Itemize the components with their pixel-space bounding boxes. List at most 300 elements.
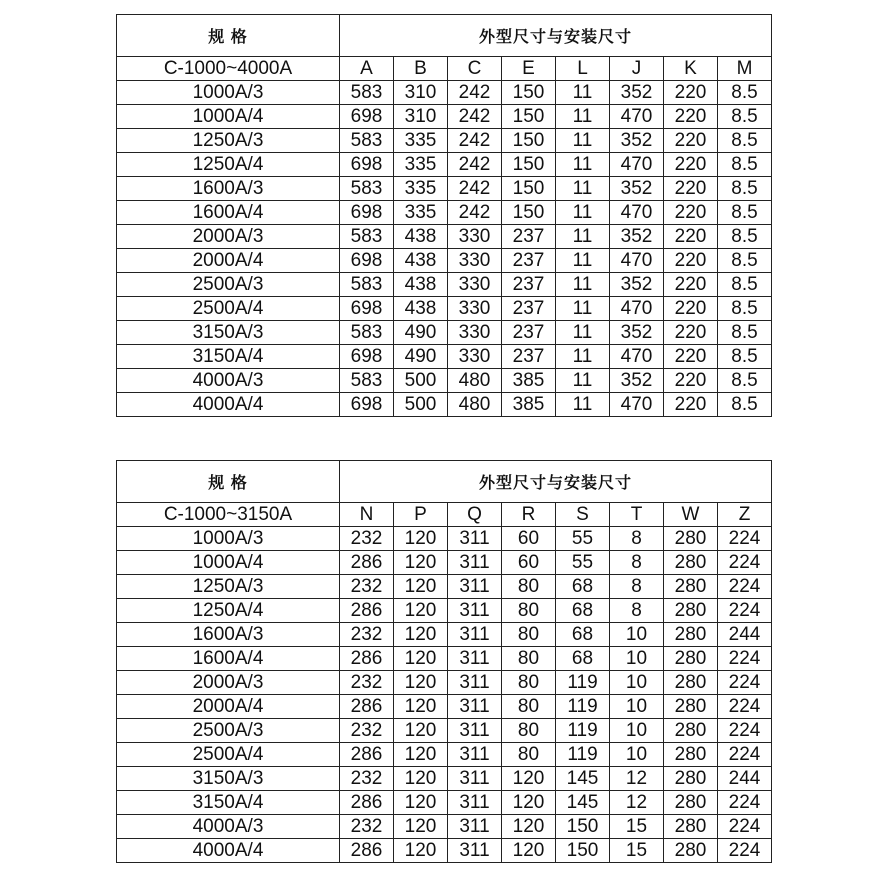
value-cell-w: 280: [664, 839, 718, 863]
value-cell-p: 120: [394, 743, 448, 767]
value-cell-e: 150: [502, 153, 556, 177]
value-cell-c: 242: [448, 177, 502, 201]
spec-cell: 4000A/3: [117, 369, 340, 393]
table-row: [117, 527, 772, 551]
value-cell-t: 10: [610, 671, 664, 695]
spec-cell: 4000A/4: [117, 393, 340, 417]
value-cell-p: 120: [394, 791, 448, 815]
table-row: [117, 719, 772, 743]
value-cell-b: 310: [394, 81, 448, 105]
value-cell-a: 698: [340, 393, 394, 417]
value-cell-p: 120: [394, 815, 448, 839]
value-cell-z: 224: [718, 671, 772, 695]
value-cell-e: 237: [502, 249, 556, 273]
value-cell-a: 583: [340, 369, 394, 393]
value-cell-t: 10: [610, 647, 664, 671]
value-cell-a: 698: [340, 153, 394, 177]
value-cell-k: 220: [664, 129, 718, 153]
column-label-j: J: [610, 57, 664, 81]
column-label-l: L: [556, 57, 610, 81]
value-cell-a: 698: [340, 345, 394, 369]
value-cell-j: 470: [610, 249, 664, 273]
column-label-r: R: [502, 503, 556, 527]
value-cell-k: 220: [664, 249, 718, 273]
value-cell-s: 68: [556, 623, 610, 647]
table-row: [117, 225, 772, 249]
value-cell-w: 280: [664, 527, 718, 551]
value-cell-p: 120: [394, 767, 448, 791]
spec-cell: 4000A/3: [117, 815, 340, 839]
value-cell-r: 80: [502, 623, 556, 647]
value-cell-m: 8.5: [718, 369, 772, 393]
value-cell-t: 10: [610, 743, 664, 767]
table-row: [117, 201, 772, 225]
value-cell-w: 280: [664, 575, 718, 599]
value-cell-z: 224: [718, 551, 772, 575]
value-cell-j: 470: [610, 297, 664, 321]
value-cell-n: 286: [340, 647, 394, 671]
value-cell-c: 242: [448, 129, 502, 153]
spec-cell: 1000A/4: [117, 551, 340, 575]
value-cell-l: 11: [556, 273, 610, 297]
value-cell-l: 11: [556, 345, 610, 369]
spec-cell: 3150A/4: [117, 345, 340, 369]
value-cell-t: 8: [610, 551, 664, 575]
column-label-c: C: [448, 57, 502, 81]
value-cell-c: 242: [448, 105, 502, 129]
value-cell-s: 119: [556, 671, 610, 695]
spec-cell: 2000A/3: [117, 225, 340, 249]
value-cell-w: 280: [664, 767, 718, 791]
value-cell-j: 470: [610, 105, 664, 129]
value-cell-k: 220: [664, 369, 718, 393]
value-cell-n: 232: [340, 623, 394, 647]
value-cell-l: 11: [556, 129, 610, 153]
value-cell-c: 330: [448, 297, 502, 321]
value-cell-z: 224: [718, 599, 772, 623]
value-cell-c: 480: [448, 393, 502, 417]
value-cell-j: 352: [610, 81, 664, 105]
value-cell-s: 145: [556, 767, 610, 791]
value-cell-m: 8.5: [718, 345, 772, 369]
value-cell-j: 352: [610, 225, 664, 249]
value-cell-k: 220: [664, 393, 718, 417]
value-cell-e: 237: [502, 225, 556, 249]
value-cell-e: 237: [502, 345, 556, 369]
table-row: [117, 129, 772, 153]
value-cell-e: 237: [502, 321, 556, 345]
value-cell-r: 120: [502, 815, 556, 839]
value-cell-e: 150: [502, 81, 556, 105]
value-cell-a: 583: [340, 321, 394, 345]
value-cell-w: 280: [664, 599, 718, 623]
column-label-b: B: [394, 57, 448, 81]
value-cell-p: 120: [394, 575, 448, 599]
value-cell-b: 500: [394, 369, 448, 393]
value-cell-n: 286: [340, 695, 394, 719]
value-cell-w: 280: [664, 719, 718, 743]
value-cell-q: 311: [448, 551, 502, 575]
value-cell-t: 10: [610, 695, 664, 719]
value-cell-r: 120: [502, 839, 556, 863]
value-cell-w: 280: [664, 671, 718, 695]
spec-cell: 2500A/3: [117, 273, 340, 297]
table-row: [117, 273, 772, 297]
value-cell-w: 280: [664, 623, 718, 647]
value-cell-a: 698: [340, 105, 394, 129]
value-cell-a: 583: [340, 81, 394, 105]
table-row: [117, 153, 772, 177]
value-cell-a: 583: [340, 177, 394, 201]
spec-cell: 2500A/4: [117, 743, 340, 767]
model-range-label: C-1000~3150A: [117, 503, 340, 527]
value-cell-k: 220: [664, 345, 718, 369]
value-cell-t: 8: [610, 599, 664, 623]
value-cell-e: 150: [502, 201, 556, 225]
value-cell-a: 698: [340, 249, 394, 273]
value-cell-n: 232: [340, 719, 394, 743]
value-cell-z: 244: [718, 623, 772, 647]
value-cell-z: 224: [718, 695, 772, 719]
value-cell-l: 11: [556, 225, 610, 249]
value-cell-t: 10: [610, 719, 664, 743]
column-label-m: M: [718, 57, 772, 81]
value-cell-t: 8: [610, 527, 664, 551]
value-cell-l: 11: [556, 105, 610, 129]
value-cell-q: 311: [448, 839, 502, 863]
spec-cell: 2000A/3: [117, 671, 340, 695]
spec-cell: 3150A/3: [117, 767, 340, 791]
value-cell-r: 80: [502, 695, 556, 719]
spec-cell: 3150A/4: [117, 791, 340, 815]
value-cell-q: 311: [448, 791, 502, 815]
table-row: [117, 297, 772, 321]
value-cell-j: 470: [610, 345, 664, 369]
value-cell-k: 220: [664, 225, 718, 249]
value-cell-l: 11: [556, 153, 610, 177]
spec-cell: 1250A/4: [117, 599, 340, 623]
spec-cell: 1000A/3: [117, 81, 340, 105]
value-cell-w: 280: [664, 551, 718, 575]
value-cell-n: 232: [340, 575, 394, 599]
table-row: [117, 599, 772, 623]
value-cell-m: 8.5: [718, 201, 772, 225]
spec-cell: 1000A/4: [117, 105, 340, 129]
dimensions-header: 外型尺寸与安装尺寸: [340, 461, 772, 503]
column-label-a: A: [340, 57, 394, 81]
value-cell-s: 150: [556, 815, 610, 839]
spec-header: 规 格: [117, 461, 340, 503]
value-cell-l: 11: [556, 249, 610, 273]
spec-cell: 4000A/4: [117, 839, 340, 863]
value-cell-k: 220: [664, 297, 718, 321]
value-cell-n: 232: [340, 815, 394, 839]
value-cell-n: 286: [340, 743, 394, 767]
value-cell-s: 150: [556, 839, 610, 863]
value-cell-m: 8.5: [718, 273, 772, 297]
value-cell-e: 385: [502, 393, 556, 417]
value-cell-c: 330: [448, 345, 502, 369]
value-cell-b: 335: [394, 201, 448, 225]
value-cell-e: 150: [502, 177, 556, 201]
value-cell-s: 55: [556, 527, 610, 551]
value-cell-a: 583: [340, 225, 394, 249]
value-cell-z: 224: [718, 743, 772, 767]
value-cell-z: 244: [718, 767, 772, 791]
value-cell-b: 490: [394, 321, 448, 345]
table-row: [117, 575, 772, 599]
value-cell-m: 8.5: [718, 153, 772, 177]
value-cell-s: 68: [556, 575, 610, 599]
value-cell-e: 385: [502, 369, 556, 393]
value-cell-n: 232: [340, 671, 394, 695]
table-row: [117, 177, 772, 201]
table-row: [117, 393, 772, 417]
value-cell-c: 330: [448, 273, 502, 297]
spec-cell: 1600A/3: [117, 177, 340, 201]
column-label-k: K: [664, 57, 718, 81]
value-cell-r: 80: [502, 647, 556, 671]
value-cell-b: 438: [394, 249, 448, 273]
value-cell-p: 120: [394, 839, 448, 863]
value-cell-k: 220: [664, 177, 718, 201]
value-cell-q: 311: [448, 743, 502, 767]
value-cell-s: 68: [556, 599, 610, 623]
value-cell-m: 8.5: [718, 297, 772, 321]
spec-cell: 2500A/4: [117, 297, 340, 321]
value-cell-p: 120: [394, 599, 448, 623]
value-cell-b: 335: [394, 129, 448, 153]
spec-cell: 2500A/3: [117, 719, 340, 743]
value-cell-z: 224: [718, 719, 772, 743]
value-cell-n: 286: [340, 791, 394, 815]
spec-cell: 3150A/3: [117, 321, 340, 345]
value-cell-n: 286: [340, 839, 394, 863]
model-range-label: C-1000~4000A: [117, 57, 340, 81]
column-label-t: T: [610, 503, 664, 527]
value-cell-b: 500: [394, 393, 448, 417]
value-cell-q: 311: [448, 671, 502, 695]
value-cell-e: 237: [502, 273, 556, 297]
value-cell-m: 8.5: [718, 249, 772, 273]
value-cell-k: 220: [664, 201, 718, 225]
value-cell-r: 60: [502, 551, 556, 575]
value-cell-z: 224: [718, 791, 772, 815]
table-header-row: [117, 15, 772, 57]
spec-cell: 1250A/3: [117, 575, 340, 599]
value-cell-b: 438: [394, 297, 448, 321]
spec-header: 规 格: [117, 15, 340, 57]
value-cell-j: 352: [610, 129, 664, 153]
spec-cell: 2000A/4: [117, 695, 340, 719]
column-label-row: [117, 503, 772, 527]
value-cell-l: 11: [556, 177, 610, 201]
value-cell-q: 311: [448, 623, 502, 647]
value-cell-q: 311: [448, 767, 502, 791]
spec-cell: 2000A/4: [117, 249, 340, 273]
value-cell-z: 224: [718, 647, 772, 671]
value-cell-z: 224: [718, 839, 772, 863]
value-cell-m: 8.5: [718, 81, 772, 105]
value-cell-c: 480: [448, 369, 502, 393]
column-label-p: P: [394, 503, 448, 527]
value-cell-m: 8.5: [718, 177, 772, 201]
value-cell-p: 120: [394, 719, 448, 743]
table-row: [117, 551, 772, 575]
column-label-row: [117, 57, 772, 81]
value-cell-w: 280: [664, 743, 718, 767]
value-cell-b: 335: [394, 153, 448, 177]
column-label-s: S: [556, 503, 610, 527]
column-label-q: Q: [448, 503, 502, 527]
value-cell-l: 11: [556, 297, 610, 321]
table-row: [117, 105, 772, 129]
spec-cell: 1600A/3: [117, 623, 340, 647]
table-row: [117, 767, 772, 791]
value-cell-r: 120: [502, 767, 556, 791]
value-cell-q: 311: [448, 527, 502, 551]
value-cell-t: 10: [610, 623, 664, 647]
table-row: [117, 345, 772, 369]
value-cell-r: 120: [502, 791, 556, 815]
value-cell-r: 80: [502, 599, 556, 623]
table-row: [117, 743, 772, 767]
value-cell-n: 286: [340, 599, 394, 623]
value-cell-c: 330: [448, 321, 502, 345]
value-cell-r: 80: [502, 743, 556, 767]
value-cell-b: 438: [394, 225, 448, 249]
value-cell-l: 11: [556, 393, 610, 417]
table-row: [117, 623, 772, 647]
value-cell-s: 119: [556, 743, 610, 767]
value-cell-k: 220: [664, 321, 718, 345]
value-cell-q: 311: [448, 815, 502, 839]
value-cell-c: 330: [448, 249, 502, 273]
spec-cell: 1250A/3: [117, 129, 340, 153]
value-cell-k: 220: [664, 105, 718, 129]
value-cell-m: 8.5: [718, 321, 772, 345]
value-cell-s: 145: [556, 791, 610, 815]
column-label-z: Z: [718, 503, 772, 527]
value-cell-b: 335: [394, 177, 448, 201]
value-cell-p: 120: [394, 551, 448, 575]
value-cell-w: 280: [664, 695, 718, 719]
value-cell-n: 232: [340, 767, 394, 791]
value-cell-t: 15: [610, 815, 664, 839]
value-cell-q: 311: [448, 695, 502, 719]
value-cell-j: 352: [610, 321, 664, 345]
value-cell-t: 15: [610, 839, 664, 863]
value-cell-j: 352: [610, 177, 664, 201]
spec-cell: 1000A/3: [117, 527, 340, 551]
dimensions-header: 外型尺寸与安装尺寸: [340, 15, 772, 57]
value-cell-j: 470: [610, 393, 664, 417]
table-row: [117, 647, 772, 671]
value-cell-l: 11: [556, 369, 610, 393]
table-row: [117, 695, 772, 719]
value-cell-j: 470: [610, 153, 664, 177]
value-cell-s: 55: [556, 551, 610, 575]
table-row: [117, 321, 772, 345]
value-cell-r: 80: [502, 719, 556, 743]
value-cell-q: 311: [448, 575, 502, 599]
value-cell-k: 220: [664, 153, 718, 177]
value-cell-p: 120: [394, 623, 448, 647]
spec-cell: 1600A/4: [117, 201, 340, 225]
value-cell-r: 80: [502, 575, 556, 599]
value-cell-c: 242: [448, 81, 502, 105]
table-row: [117, 815, 772, 839]
value-cell-c: 242: [448, 153, 502, 177]
value-cell-c: 242: [448, 201, 502, 225]
value-cell-b: 310: [394, 105, 448, 129]
value-cell-c: 330: [448, 225, 502, 249]
value-cell-m: 8.5: [718, 129, 772, 153]
value-cell-m: 8.5: [718, 393, 772, 417]
value-cell-a: 698: [340, 201, 394, 225]
value-cell-p: 120: [394, 695, 448, 719]
value-cell-e: 237: [502, 297, 556, 321]
value-cell-q: 311: [448, 599, 502, 623]
value-cell-m: 8.5: [718, 225, 772, 249]
spec-cell: 1250A/4: [117, 153, 340, 177]
value-cell-t: 12: [610, 791, 664, 815]
table-header-row: [117, 461, 772, 503]
value-cell-l: 11: [556, 321, 610, 345]
value-cell-e: 150: [502, 105, 556, 129]
value-cell-z: 224: [718, 575, 772, 599]
value-cell-l: 11: [556, 81, 610, 105]
value-cell-t: 12: [610, 767, 664, 791]
value-cell-m: 8.5: [718, 105, 772, 129]
value-cell-n: 232: [340, 527, 394, 551]
column-label-n: N: [340, 503, 394, 527]
value-cell-s: 119: [556, 719, 610, 743]
column-label-e: E: [502, 57, 556, 81]
value-cell-p: 120: [394, 671, 448, 695]
value-cell-r: 60: [502, 527, 556, 551]
value-cell-e: 150: [502, 129, 556, 153]
table-row: [117, 369, 772, 393]
value-cell-a: 583: [340, 129, 394, 153]
value-cell-b: 490: [394, 345, 448, 369]
table-row: [117, 81, 772, 105]
value-cell-q: 311: [448, 647, 502, 671]
value-cell-t: 8: [610, 575, 664, 599]
table-row: [117, 839, 772, 863]
table-row: [117, 249, 772, 273]
value-cell-l: 11: [556, 201, 610, 225]
value-cell-w: 280: [664, 647, 718, 671]
value-cell-w: 280: [664, 815, 718, 839]
value-cell-j: 352: [610, 369, 664, 393]
value-cell-b: 438: [394, 273, 448, 297]
dimension-table-top: [116, 14, 772, 417]
value-cell-q: 311: [448, 719, 502, 743]
value-cell-s: 68: [556, 647, 610, 671]
spec-cell: 1600A/4: [117, 647, 340, 671]
value-cell-p: 120: [394, 647, 448, 671]
value-cell-a: 698: [340, 297, 394, 321]
value-cell-k: 220: [664, 273, 718, 297]
value-cell-j: 470: [610, 201, 664, 225]
value-cell-j: 352: [610, 273, 664, 297]
table-row: [117, 671, 772, 695]
value-cell-z: 224: [718, 527, 772, 551]
value-cell-z: 224: [718, 815, 772, 839]
value-cell-n: 286: [340, 551, 394, 575]
value-cell-p: 120: [394, 527, 448, 551]
